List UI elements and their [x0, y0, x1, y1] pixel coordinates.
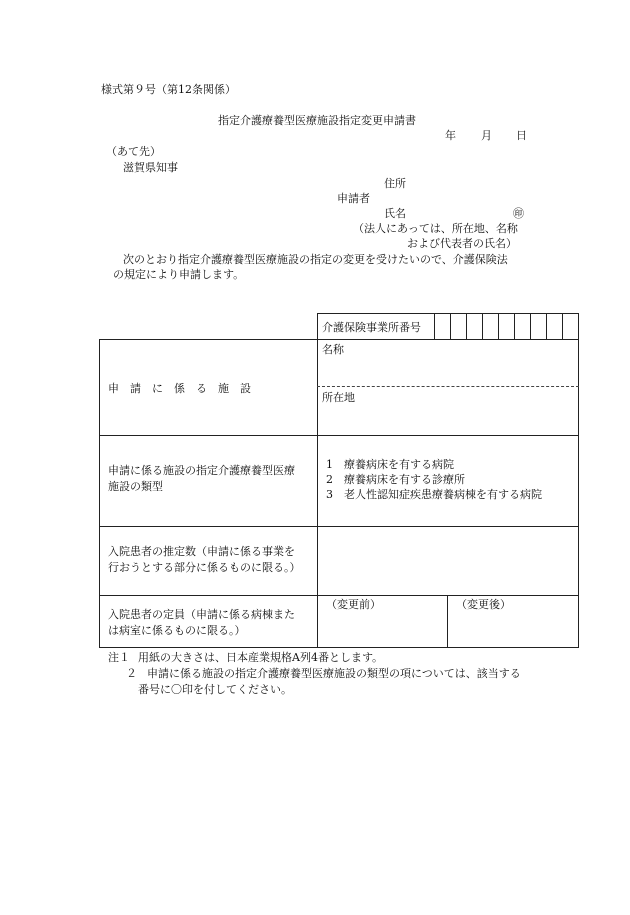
applicant-note-line1: （法人にあっては、所在地、名称 — [353, 222, 518, 235]
after-change-label: （変更後） — [456, 598, 511, 611]
addressee-prefix: （あて先） — [106, 145, 161, 158]
before-after-divider — [447, 595, 448, 648]
name-address-divider — [317, 386, 579, 387]
date-month: 月 — [481, 129, 492, 142]
form-number: 様式第９号（第12条関係） — [101, 83, 236, 96]
type-option-3: 3 老人性認知症疾患療養病棟を有する病院 — [326, 488, 542, 501]
estimate-label-line2: 行おうとする部分に係るものに限る。） — [108, 561, 301, 574]
type-option-2: 2 療養病床を有する診療所 — [326, 473, 465, 486]
estimate-label-line1: 入院患者の推定数（申請に係る事業を — [108, 545, 295, 558]
note2-line2: 番号に〇印を付してください。 — [138, 683, 292, 696]
body-text-line2: の規定により申請します。 — [113, 268, 245, 281]
facility-name-label: 名称 — [322, 343, 344, 356]
date-year: 年 — [445, 129, 456, 142]
row-divider-3 — [99, 595, 579, 596]
row-divider-1 — [99, 435, 579, 436]
row-divider-2 — [99, 526, 579, 527]
note1-text: 用紙の大きさは、日本産業規格A列4番とします。 — [138, 651, 384, 664]
capacity-label-line1: 入院患者の定員（申請に係る病棟また — [108, 608, 295, 621]
applicant-label: 申請者 — [337, 192, 370, 205]
applicant-note-line2: および代表者の氏名） — [407, 237, 517, 250]
type-option-1: 1 療養病床を有する病院 — [326, 458, 454, 471]
seal-mark: ㊞ — [513, 207, 524, 220]
body-text-line1: 次のとおり指定介護療養型医療施設の指定の変更を受けたいので、介護保険法 — [123, 253, 508, 266]
date-day: 日 — [516, 129, 527, 142]
note2-number: ２ — [126, 667, 137, 680]
addressee-name: 滋賀県知事 — [123, 161, 178, 174]
type-label-line2: 施設の類型 — [108, 480, 163, 493]
capacity-label-line2: は病室に係るものに限る。） — [108, 624, 246, 637]
facility-address-label: 所在地 — [322, 391, 355, 404]
applicant-address-label: 住所 — [384, 177, 406, 190]
before-change-label: （変更前） — [326, 598, 381, 611]
note2-line1: 申請に係る施設の指定介護療養型医療施設の類型の項については、該当する — [147, 667, 521, 680]
document-title: 指定介護療養型医療施設指定変更申請書 — [218, 114, 416, 127]
facility-label: 申 請 に 係 る 施 設 — [108, 382, 251, 395]
applicant-name-label: 氏名 — [384, 207, 406, 220]
office-number-label: 介護保険事業所番号 — [322, 321, 421, 334]
type-label-line1: 申請に係る施設の指定介護療養型医療 — [108, 464, 295, 477]
note1-number: 注１ — [108, 651, 130, 664]
